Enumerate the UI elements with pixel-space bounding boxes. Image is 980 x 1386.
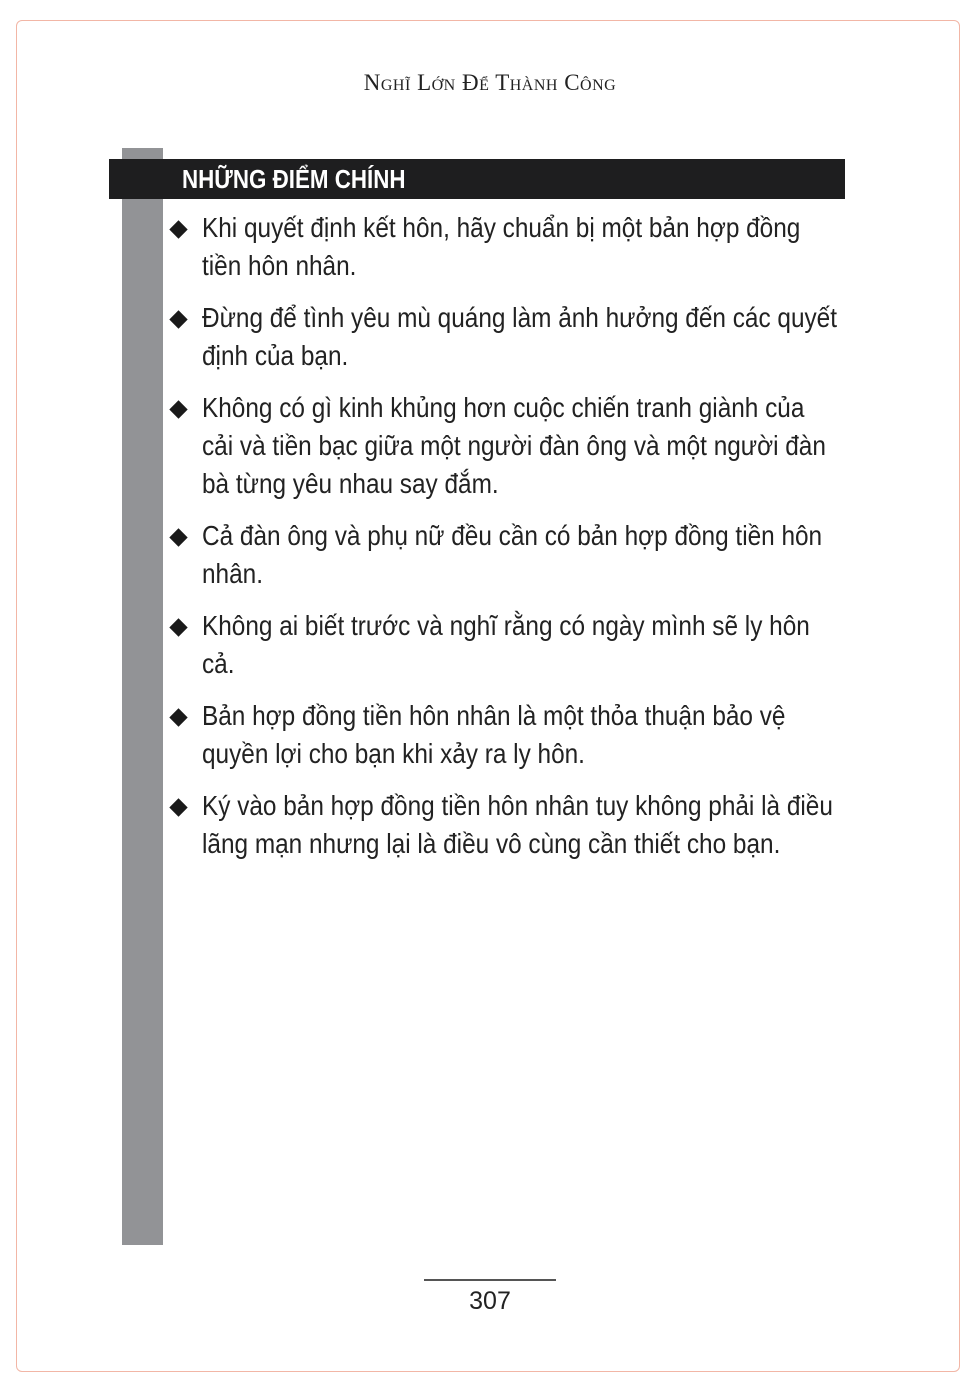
point-text: Đừng để tình yêu mù quáng làm ảnh hưởng đến các quyết định của bạn. [202, 302, 837, 371]
list-item [168, 209, 848, 285]
point-text: Khi quyết định kết hôn, hãy chuẩn bị một bản hợp đồng tiền hôn nhân. [202, 212, 801, 281]
page-number: 307 [469, 1287, 511, 1315]
list-item [168, 697, 848, 773]
list-item [168, 787, 848, 863]
point-text: Không có gì kinh khủng hơn cuộc chiến tranh giành của cải và tiền bạc giữa một người đàn ông và một người đàn bà từng yêu nhau say đắm. [202, 392, 826, 499]
diamond-bullet-icon [169, 528, 187, 546]
section-heading: NHỮNG ĐIỂM CHÍNH [182, 164, 406, 194]
list-item [168, 299, 848, 375]
folio-rule [424, 1279, 556, 1281]
diamond-bullet-icon [169, 400, 187, 418]
diamond-bullet-icon [169, 618, 187, 636]
running-header: Nghĩ Lớn Để Thành Công [363, 70, 617, 95]
list-item [168, 517, 848, 593]
list-item [168, 389, 848, 503]
diamond-bullet-icon [169, 220, 187, 238]
point-text: Ký vào bản hợp đồng tiền hôn nhân tuy không phải là điều lãng mạn nhưng lại là điều vô cùng cần thiết cho bạn. [202, 790, 833, 859]
list-item [168, 607, 848, 683]
key-points-list [168, 209, 848, 877]
point-text: Cả đàn ông và phụ nữ đều cần có bản hợp đồng tiền hôn nhân. [202, 520, 823, 589]
side-bar [122, 148, 163, 1245]
point-text: Bản hợp đồng tiền hôn nhân là một thỏa thuận bảo vệ quyền lợi cho bạn khi xảy ra ly hôn. [202, 700, 786, 769]
point-text: Không ai biết trước và nghĩ rằng có ngày mình sẽ ly hôn cả. [202, 610, 810, 679]
diamond-bullet-icon [169, 798, 187, 816]
diamond-bullet-icon [169, 310, 187, 328]
diamond-bullet-icon [169, 708, 187, 726]
